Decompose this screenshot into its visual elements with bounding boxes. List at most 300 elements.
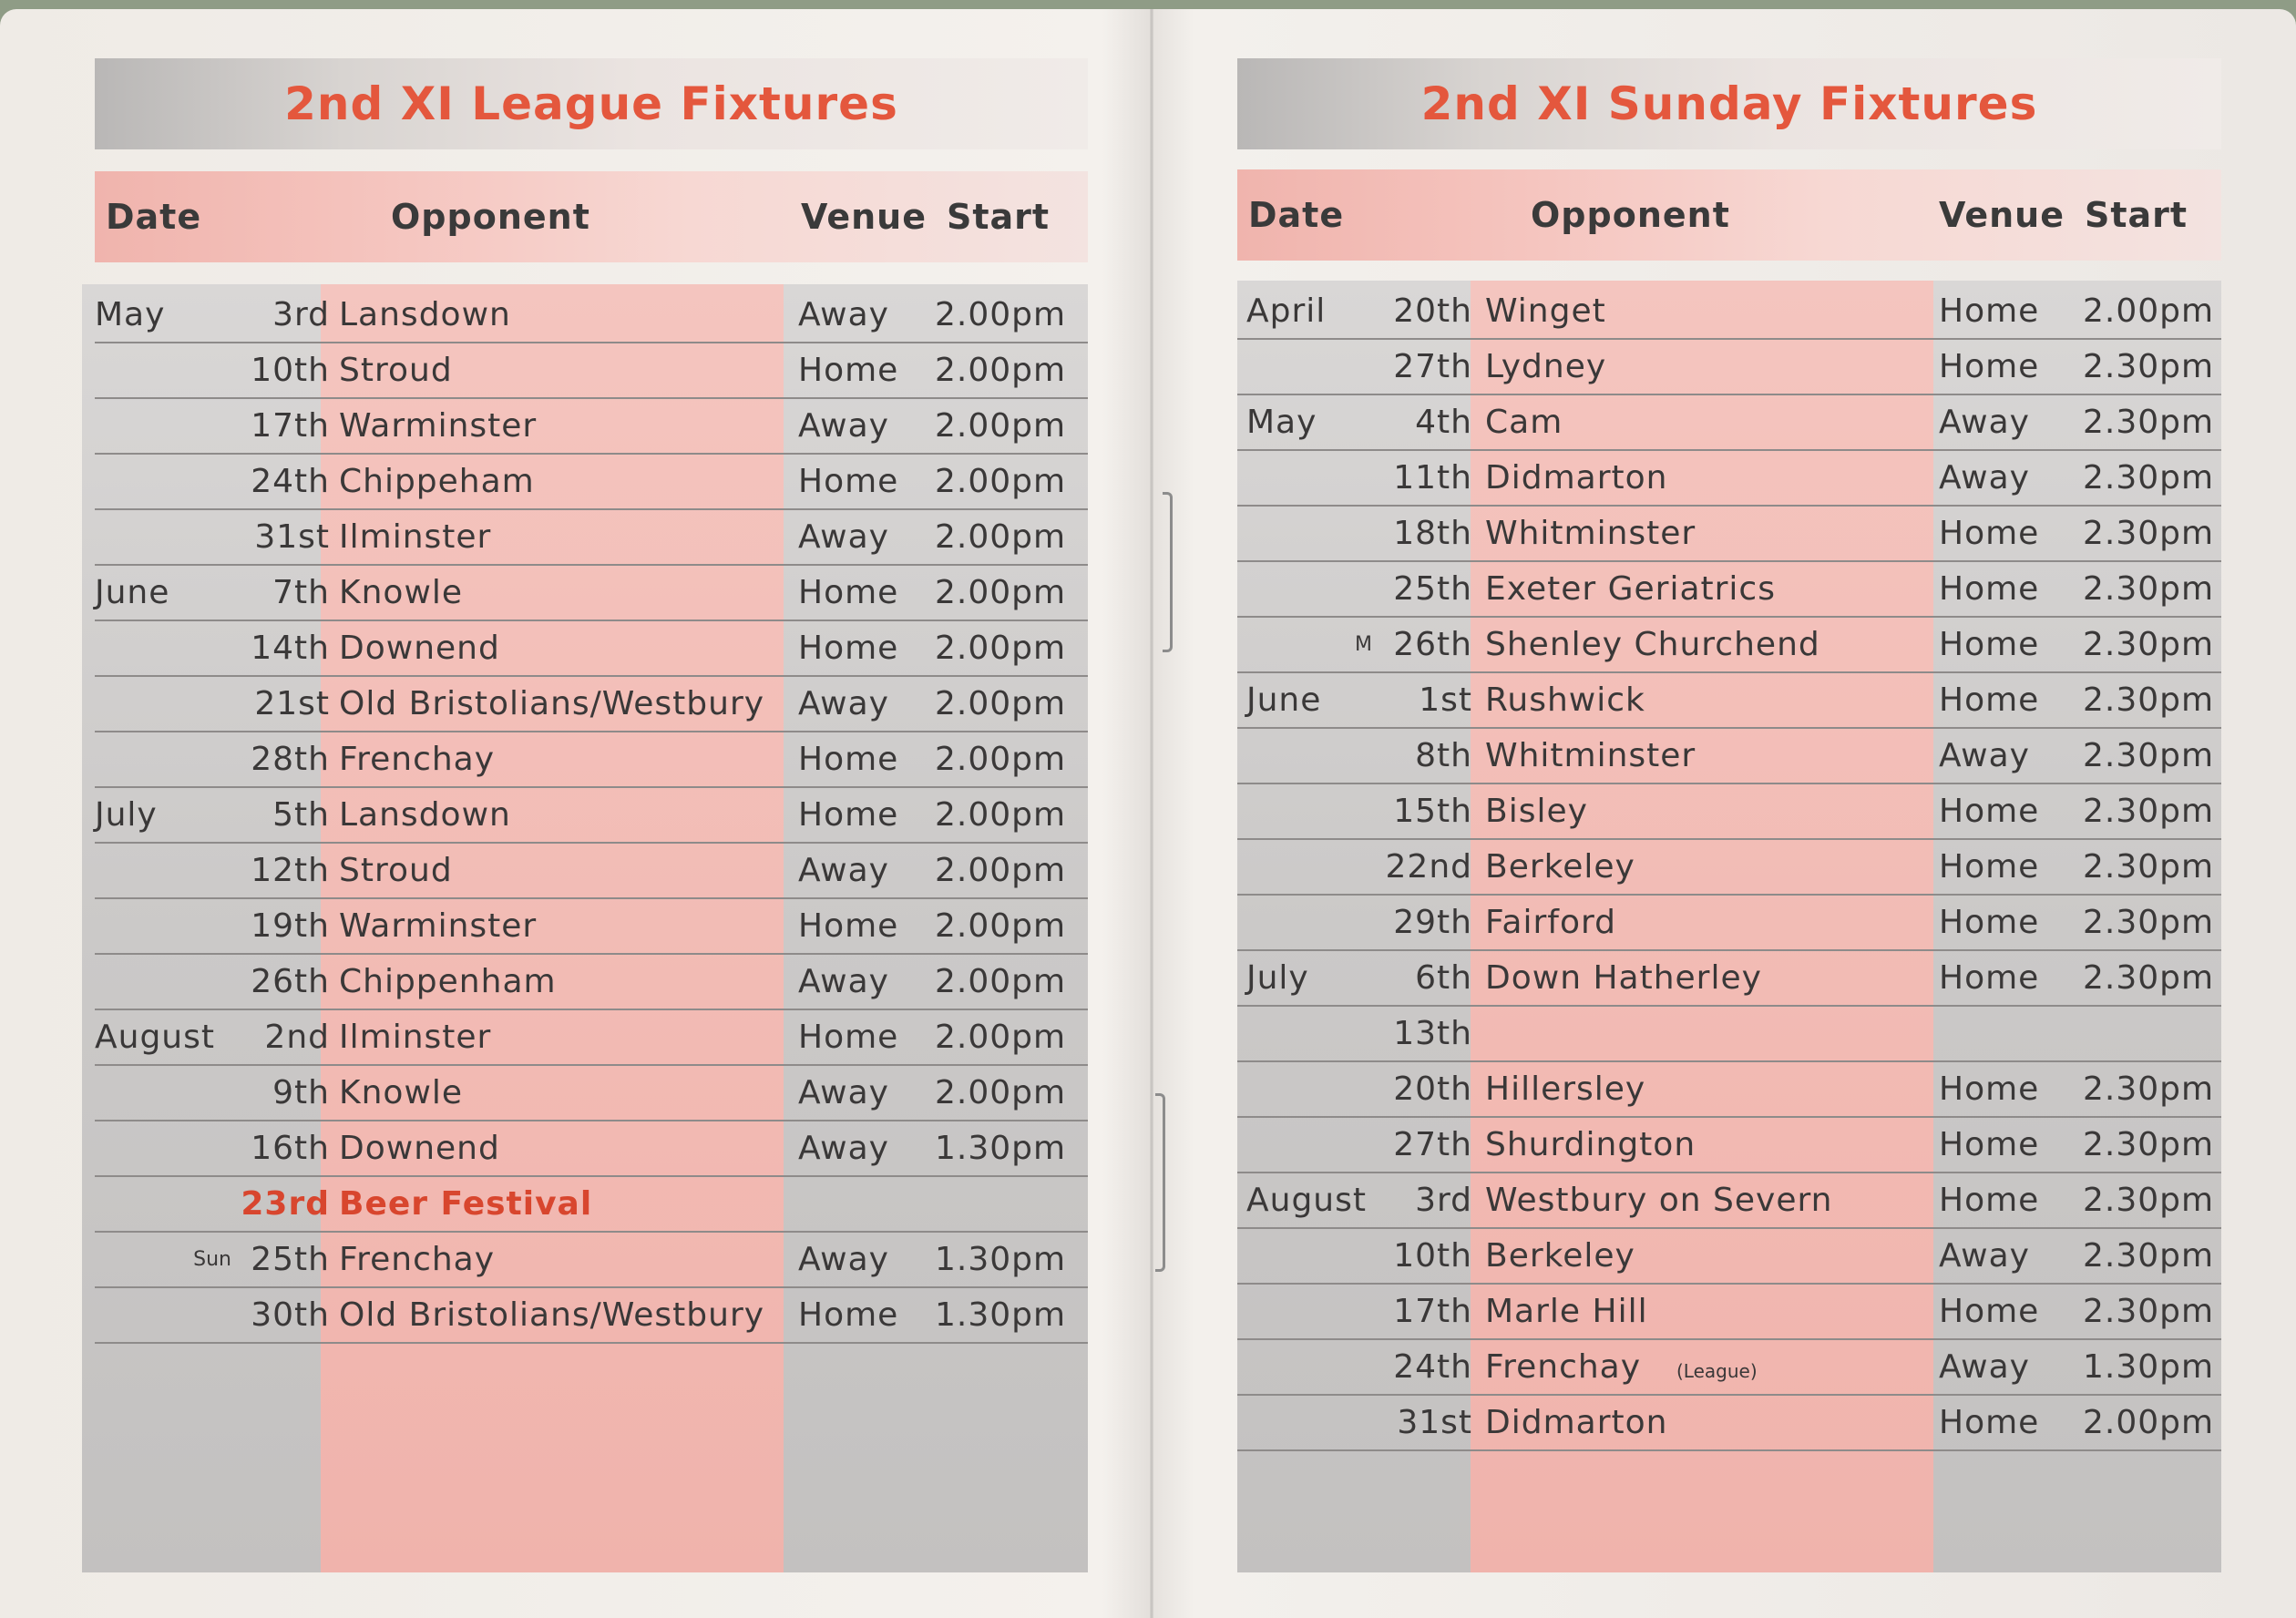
fixture-opponent: Old Bristolians/Westbury xyxy=(339,685,765,722)
fixture-venue: Home xyxy=(798,796,899,834)
fixture-venue: Home xyxy=(1939,1182,2040,1219)
header-start: Start xyxy=(2085,195,2188,235)
fixture-opponent: Didmarton xyxy=(1485,459,1668,497)
header-venue: Venue xyxy=(1939,195,2065,235)
fixture-venue: Home xyxy=(1939,292,2040,330)
fixture-day-prefix xyxy=(95,1288,231,1342)
fixture-day-prefix xyxy=(1237,729,1372,783)
fixture-day: 21st xyxy=(254,685,330,722)
fixture-start: 2.30pm xyxy=(2083,404,2215,441)
fixture-day-prefix xyxy=(1237,1118,1372,1172)
fixture-day: 8th xyxy=(1415,737,1472,774)
fixture-opponent: Cam xyxy=(1485,404,1563,441)
fixture-opponent: Frenchay xyxy=(339,1241,496,1278)
fixture-venue: Away xyxy=(1939,1237,2030,1275)
fixture-opponent: Ilminster xyxy=(339,1019,492,1056)
fixture-day: 24th xyxy=(1393,1348,1472,1386)
fixture-day-prefix xyxy=(1237,395,1372,449)
fixture-day: 29th xyxy=(1393,904,1472,941)
fixture-row xyxy=(1237,729,2221,784)
fixture-day-prefix xyxy=(1237,1007,1372,1060)
fixture-start: 2.30pm xyxy=(2083,626,2215,663)
fixture-day-prefix xyxy=(95,343,231,397)
fixture-start: 2.30pm xyxy=(2083,1293,2215,1330)
fixture-start: 2.00pm xyxy=(935,630,1067,667)
fixture-start: 2.00pm xyxy=(2083,1404,2215,1441)
fixture-venue: Away xyxy=(798,1074,889,1111)
fixture-row xyxy=(1237,1118,2221,1173)
fixture-venue: Home xyxy=(798,907,899,945)
fixture-row xyxy=(1237,395,2221,451)
fixture-venue: Home xyxy=(1939,515,2040,552)
header-date: Date xyxy=(1248,195,1345,235)
fixture-month: June xyxy=(1246,681,1322,719)
fixture-opponent-note-cell xyxy=(1666,1229,1676,1283)
fixture-row xyxy=(1237,1340,2221,1396)
fixture-day: 9th xyxy=(272,1074,330,1111)
fixture-start: 2.00pm xyxy=(935,1074,1067,1111)
fixture-row xyxy=(95,399,1088,455)
fixture-row xyxy=(1237,507,2221,562)
fixture-opponent-note-cell xyxy=(519,677,530,731)
fixture-day: 15th xyxy=(1393,793,1472,830)
fixture-day-prefix xyxy=(1237,340,1372,394)
fixture-start: 2.00pm xyxy=(935,796,1067,834)
fixture-day-prefix xyxy=(1237,673,1372,727)
fixture-opponent-note-cell xyxy=(1666,840,1676,894)
fixture-day-prefix xyxy=(1237,507,1372,560)
fixture-month: July xyxy=(95,796,158,834)
fixture-day-prefix: M xyxy=(1355,633,1372,656)
fixture-row xyxy=(1237,1396,2221,1451)
fixture-venue: Home xyxy=(798,463,899,500)
fixture-day: 20th xyxy=(1393,1070,1472,1108)
fixture-day: 31st xyxy=(1397,1404,1472,1441)
fixture-venue: Home xyxy=(1939,570,2040,608)
fixture-opponent: Frenchay xyxy=(339,741,496,778)
fixture-start: 2.30pm xyxy=(2083,515,2215,552)
fixture-day: 2nd xyxy=(264,1019,330,1056)
fixture-day: 22nd xyxy=(1385,848,1472,886)
fixture-start: 2.30pm xyxy=(2083,1237,2215,1275)
fixture-row xyxy=(95,288,1088,343)
fixture-venue: Home xyxy=(798,741,899,778)
fixture-opponent: Whitminster xyxy=(1485,515,1696,552)
fixture-opponent: Whitminster xyxy=(1485,737,1696,774)
fixture-venue: Home xyxy=(798,352,899,389)
fixture-start: 2.30pm xyxy=(2083,1070,2215,1108)
fixture-opponent: Lansdown xyxy=(339,796,511,834)
fixture-opponent: Shenley Churchend xyxy=(1485,626,1820,663)
fixture-row xyxy=(1237,618,2221,673)
fixture-opponent: Berkeley xyxy=(1485,848,1635,886)
fixture-opponent: Down Hatherley xyxy=(1485,959,1762,997)
fixture-opponent-note-cell xyxy=(1666,1340,1758,1394)
fixture-day-prefix xyxy=(95,1121,231,1175)
fixture-start: 2.00pm xyxy=(935,407,1067,445)
fixture-opponent-note-cell xyxy=(1666,951,1676,1005)
fixture-day: 18th xyxy=(1393,515,1472,552)
fixture-row xyxy=(95,1010,1088,1066)
fixture-opponent-note-cell xyxy=(519,844,530,897)
fixture-opponent: Downend xyxy=(339,1130,500,1167)
fixture-start: 2.30pm xyxy=(2083,1182,2215,1219)
fixture-row xyxy=(1237,1285,2221,1340)
fixture-row xyxy=(95,1121,1088,1177)
fixture-day-prefix xyxy=(95,288,231,342)
fixture-day-prefix xyxy=(1237,562,1372,616)
fixture-row xyxy=(1237,1007,2221,1062)
fixture-venue: Home xyxy=(1939,793,2040,830)
fixture-venue: Home xyxy=(1939,1293,2040,1330)
fixture-row xyxy=(95,1177,1088,1233)
fixture-day-prefix xyxy=(95,1066,231,1120)
fixture-row xyxy=(1237,1229,2221,1285)
fixture-row xyxy=(95,788,1088,844)
fixture-month: April xyxy=(1246,292,1327,330)
fixture-row xyxy=(95,677,1088,732)
fixture-row xyxy=(95,621,1088,677)
fixture-opponent-note-cell xyxy=(1666,618,1676,671)
fixture-day-prefix xyxy=(95,677,231,731)
fixture-venue: Away xyxy=(798,296,889,333)
fixtures-list xyxy=(1237,284,2221,1451)
fixture-day-prefix xyxy=(95,788,231,842)
fixture-month: June xyxy=(95,574,170,611)
fixture-venue: Home xyxy=(1939,626,2040,663)
fixture-day: 4th xyxy=(1415,404,1472,441)
fixture-day: 26th xyxy=(1393,626,1472,663)
fixture-day: 17th xyxy=(1393,1293,1472,1330)
fixtures-list xyxy=(95,288,1088,1344)
fixture-start: 2.00pm xyxy=(935,685,1067,722)
fixture-opponent-note-cell xyxy=(519,343,530,397)
fixture-day-prefix xyxy=(95,399,231,453)
fixture-opponent: Stroud xyxy=(339,852,453,889)
fixture-venue: Away xyxy=(798,685,889,722)
fixture-day-prefix: Sun xyxy=(193,1248,231,1271)
fixture-opponent: Frenchay xyxy=(1485,1348,1642,1386)
fixture-opponent-note-cell xyxy=(1666,1396,1676,1449)
fixture-day: 10th xyxy=(251,352,330,389)
fixture-start: 2.30pm xyxy=(2083,737,2215,774)
fixture-start: 2.30pm xyxy=(2083,1126,2215,1163)
fixture-opponent: Chippenham xyxy=(339,963,557,1000)
fixture-row xyxy=(95,955,1088,1010)
fixture-day: 20th xyxy=(1393,292,1472,330)
fixture-opponent: Warminster xyxy=(339,907,538,945)
fixture-opponent: Exeter Geriatrics xyxy=(1485,570,1776,608)
fixture-opponent-note: (League) xyxy=(1676,1360,1758,1382)
fixture-opponent-note-cell xyxy=(519,621,530,675)
fixture-opponent: Beer Festival xyxy=(339,1185,593,1223)
fixture-row xyxy=(95,844,1088,899)
sunday-fixtures-page xyxy=(1150,0,2296,1618)
fixture-opponent-note-cell xyxy=(519,1121,530,1175)
fixture-day: 13th xyxy=(1393,1015,1472,1052)
page-title: 2nd XI League Fixtures xyxy=(284,77,898,130)
fixture-opponent-note-cell xyxy=(519,455,530,508)
fixture-day: 10th xyxy=(1393,1237,1472,1275)
fixture-day-prefix xyxy=(1237,1062,1372,1116)
fixture-day: 23rd xyxy=(241,1185,330,1223)
fixture-day: 6th xyxy=(1415,959,1472,997)
fixture-opponent-note-cell xyxy=(519,288,530,342)
fixture-opponent-note-cell xyxy=(1666,451,1676,505)
fixture-day: 11th xyxy=(1393,459,1472,497)
header-start: Start xyxy=(947,197,1051,237)
fixture-opponent-note-cell xyxy=(519,788,530,842)
fixture-day: 31st xyxy=(254,518,330,556)
fixture-row xyxy=(95,566,1088,621)
fixture-row xyxy=(95,1233,1088,1288)
fixture-venue: Away xyxy=(798,852,889,889)
fixture-day-prefix xyxy=(95,455,231,508)
fixture-opponent: Downend xyxy=(339,630,500,667)
page-title: 2nd XI Sunday Fixtures xyxy=(1420,77,2038,130)
fixture-month: August xyxy=(1246,1182,1367,1219)
fixture-opponent-note-cell xyxy=(519,1288,530,1342)
fixture-venue: Away xyxy=(1939,459,2030,497)
fixture-opponent: Knowle xyxy=(339,574,464,611)
fixture-venue: Home xyxy=(1939,1126,2040,1163)
fixture-opponent-note-cell xyxy=(519,899,530,953)
fixture-start: 2.30pm xyxy=(2083,681,2215,719)
fixture-opponent-note-cell xyxy=(1666,673,1676,727)
fixture-opponent: Shurdington xyxy=(1485,1126,1696,1163)
fixture-opponent: Ilminster xyxy=(339,518,492,556)
fixture-start: 2.30pm xyxy=(2083,459,2215,497)
fixture-venue: Home xyxy=(1939,848,2040,886)
fixture-venue: Away xyxy=(798,518,889,556)
fixture-start: 2.00pm xyxy=(935,463,1067,500)
fixture-day: 3rd xyxy=(1415,1182,1472,1219)
fixture-day-prefix xyxy=(1237,1229,1372,1283)
fixture-venue: Home xyxy=(1939,1404,2040,1441)
fixture-start: 1.30pm xyxy=(935,1296,1067,1334)
fixture-row xyxy=(1237,562,2221,618)
fixture-venue: Away xyxy=(1939,1348,2030,1386)
fixture-start: 2.30pm xyxy=(2083,570,2215,608)
fixture-venue: Away xyxy=(798,963,889,1000)
fixture-day: 26th xyxy=(251,963,330,1000)
fixture-opponent-note-cell xyxy=(1666,1118,1676,1172)
fixture-opponent: Rushwick xyxy=(1485,681,1645,719)
fixture-opponent-note-cell xyxy=(1666,1285,1676,1338)
header-venue: Venue xyxy=(801,197,927,237)
fixture-opponent: Warminster xyxy=(339,407,538,445)
fixture-venue: Home xyxy=(1939,348,2040,385)
fixture-start: 1.30pm xyxy=(935,1241,1067,1278)
fixture-opponent: Westbury on Severn xyxy=(1485,1182,1833,1219)
fixture-opponent-note-cell xyxy=(519,1010,530,1064)
fixture-opponent: Hillersley xyxy=(1485,1070,1646,1108)
fixture-opponent-note-cell xyxy=(519,732,530,786)
fixture-opponent-note-cell xyxy=(1666,1007,1676,1060)
fixture-opponent: Winget xyxy=(1485,292,1606,330)
fixture-opponent-note-cell xyxy=(519,1066,530,1120)
fixture-opponent-note-cell xyxy=(1666,284,1676,338)
fixture-row xyxy=(95,899,1088,955)
fixture-day: 19th xyxy=(251,907,330,945)
fixture-opponent: Fairford xyxy=(1485,904,1616,941)
fixture-start: 1.30pm xyxy=(935,1130,1067,1167)
fixture-venue: Home xyxy=(798,1296,899,1334)
fixture-day: 24th xyxy=(251,463,330,500)
fixture-row xyxy=(1237,1173,2221,1229)
fixture-month: August xyxy=(95,1019,215,1056)
fixture-start: 2.00pm xyxy=(935,296,1067,333)
fixture-day-prefix xyxy=(95,566,231,620)
fixture-day: 28th xyxy=(251,741,330,778)
fixture-day-prefix xyxy=(95,899,231,953)
fixture-start: 2.00pm xyxy=(935,352,1067,389)
fixture-opponent-note-cell xyxy=(519,399,530,453)
table-header xyxy=(95,171,1088,262)
fixture-day-prefix xyxy=(1237,1285,1372,1338)
fixture-opponent-note-cell xyxy=(1666,507,1676,560)
fixture-venue: Home xyxy=(1939,1070,2040,1108)
fixture-day-prefix xyxy=(1237,451,1372,505)
fixture-opponent: Bisley xyxy=(1485,793,1588,830)
fixture-day-prefix xyxy=(95,732,231,786)
fixture-day: 27th xyxy=(1393,348,1472,385)
fixture-day-prefix xyxy=(1237,784,1372,838)
fixture-opponent-note-cell xyxy=(1666,1062,1676,1116)
fixture-row xyxy=(1237,896,2221,951)
fixture-day-prefix xyxy=(1237,1340,1372,1394)
fixture-row xyxy=(1237,451,2221,507)
fixture-row xyxy=(1237,673,2221,729)
fixture-start: 2.30pm xyxy=(2083,793,2215,830)
fixture-start: 2.30pm xyxy=(2083,348,2215,385)
fixture-opponent: Berkeley xyxy=(1485,1237,1635,1275)
title-bar xyxy=(1237,58,2221,149)
fixture-venue: Away xyxy=(1939,404,2030,441)
fixture-start: 1.30pm xyxy=(2083,1348,2215,1386)
title-bar xyxy=(95,58,1088,149)
fixture-start: 2.30pm xyxy=(2083,904,2215,941)
fixture-day: 12th xyxy=(251,852,330,889)
fixture-opponent-note-cell xyxy=(519,510,530,564)
fixture-opponent: Lydney xyxy=(1485,348,1607,385)
fixture-day-prefix xyxy=(95,844,231,897)
fixture-day: 5th xyxy=(272,796,330,834)
header-date: Date xyxy=(106,197,202,237)
fixture-day: 3rd xyxy=(272,296,330,333)
fixture-opponent: Stroud xyxy=(339,352,453,389)
fixture-day: 27th xyxy=(1393,1126,1472,1163)
fixture-row xyxy=(1237,951,2221,1007)
fixture-row xyxy=(95,732,1088,788)
fixture-venue: Away xyxy=(1939,737,2030,774)
fixture-day-prefix xyxy=(1237,840,1372,894)
fixture-start: 2.00pm xyxy=(935,1019,1067,1056)
fixture-month: May xyxy=(95,296,166,333)
fixture-row xyxy=(1237,340,2221,395)
fixture-opponent-note-cell xyxy=(1666,729,1676,783)
header-opponent: Opponent xyxy=(391,197,590,237)
fixture-start: 2.00pm xyxy=(935,574,1067,611)
fixture-venue: Home xyxy=(798,1019,899,1056)
fixture-start: 2.30pm xyxy=(2083,959,2215,997)
fixture-venue: Home xyxy=(798,630,899,667)
fixture-row xyxy=(1237,284,2221,340)
fixture-day-prefix xyxy=(1237,951,1372,1005)
header-opponent: Opponent xyxy=(1531,195,1730,235)
fixture-day: 14th xyxy=(251,630,330,667)
fixture-row xyxy=(95,510,1088,566)
fixture-day-prefix xyxy=(95,1177,231,1231)
fixture-opponent-note-cell xyxy=(519,1177,530,1231)
fixture-start: 2.00pm xyxy=(935,907,1067,945)
fixture-opponent: Didmarton xyxy=(1485,1404,1668,1441)
fixture-day: 25th xyxy=(1393,570,1472,608)
fixture-opponent-note-cell xyxy=(519,1233,530,1286)
fixture-venue: Home xyxy=(1939,681,2040,719)
fixture-row xyxy=(95,455,1088,510)
fixture-opponent: Marle Hill xyxy=(1485,1293,1648,1330)
fixture-day-prefix xyxy=(1237,1396,1372,1449)
fixture-opponent: Chippeham xyxy=(339,463,535,500)
fixture-day: 1st xyxy=(1419,681,1472,719)
fixture-venue: Away xyxy=(798,1130,889,1167)
fixture-opponent-note-cell xyxy=(1666,340,1676,394)
table-header xyxy=(1237,169,2221,261)
fixture-row xyxy=(95,1288,1088,1344)
fixture-row xyxy=(1237,1062,2221,1118)
fixture-day-prefix xyxy=(95,621,231,675)
fixture-day-prefix xyxy=(95,955,231,1009)
fixture-venue: Home xyxy=(798,574,899,611)
fixture-opponent: Old Bristolians/Westbury xyxy=(339,1296,765,1334)
fixture-day: 25th xyxy=(251,1241,330,1278)
fixture-month: May xyxy=(1246,404,1317,441)
fixture-opponent-note-cell xyxy=(519,955,530,1009)
fixture-venue: Home xyxy=(1939,904,2040,941)
fixture-opponent-note-cell xyxy=(1666,1173,1676,1227)
fixture-day-prefix xyxy=(1237,284,1372,338)
fixture-row xyxy=(95,1066,1088,1121)
fixture-start: 2.30pm xyxy=(2083,848,2215,886)
fixture-row xyxy=(1237,784,2221,840)
fixture-opponent-note-cell xyxy=(1666,784,1676,838)
fixture-month: July xyxy=(1246,959,1309,997)
fixture-opponent: Knowle xyxy=(339,1074,464,1111)
fixture-start: 2.00pm xyxy=(935,518,1067,556)
fixture-venue: Home xyxy=(1939,959,2040,997)
fixture-opponent-note-cell xyxy=(1666,562,1676,616)
fixture-row xyxy=(95,343,1088,399)
fixture-start: 2.00pm xyxy=(935,963,1067,1000)
fixture-day: 30th xyxy=(251,1296,330,1334)
fixture-opponent-note-cell xyxy=(1666,395,1676,449)
fixture-start: 2.00pm xyxy=(935,741,1067,778)
fixture-row xyxy=(1237,840,2221,896)
fixture-day-prefix xyxy=(1237,1173,1372,1227)
fixture-opponent: Lansdown xyxy=(339,296,511,333)
fixture-day: 17th xyxy=(251,407,330,445)
fixture-day-prefix xyxy=(95,510,231,564)
fixture-day: 7th xyxy=(272,574,330,611)
fixture-opponent-note-cell xyxy=(1666,896,1676,949)
fixture-venue: Away xyxy=(798,1241,889,1278)
fixture-venue: Away xyxy=(798,407,889,445)
fixture-day: 16th xyxy=(251,1130,330,1167)
fixture-start: 2.00pm xyxy=(2083,292,2215,330)
fixture-start: 2.00pm xyxy=(935,852,1067,889)
fixture-day-prefix xyxy=(95,1010,231,1064)
